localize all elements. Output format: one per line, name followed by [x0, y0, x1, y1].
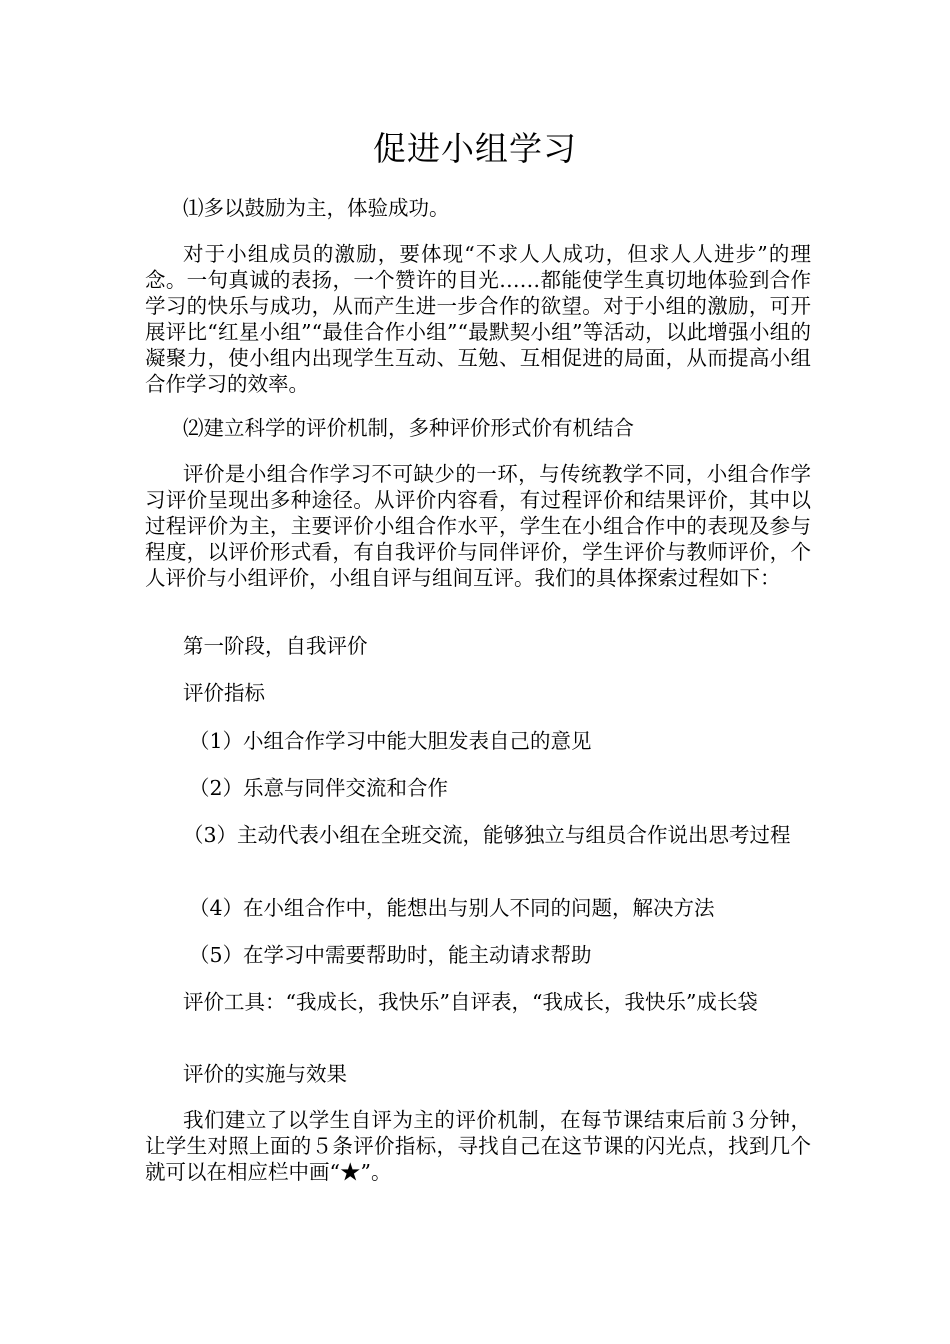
page-title: 促进小组学习 — [373, 129, 577, 168]
paragraph-indicators-heading: 评价指标 — [183, 681, 265, 705]
list-item-indicator-2: （2）乐意与同伴交流和合作 — [189, 776, 449, 800]
paragraph-evaluation: 评价是小组合作学习不可缺少的一环，与传统教学不同，小组合作学习评价呈现出多种途径。从评价内容看，有过程评价和结果评价，其中以过程评价为主，主要评价小组合作水平，学生在小组合作中的表现及参与程度，以评价形式看，有自我评价与同伴评价，学生评价与教师评价，个人评价与小组评价，小组自评与组间互评。我们的具体探索过程如下： — [145, 462, 811, 590]
paragraph-implementation: 我们建立了以学生自评为主的评价机制，在每节课结束后前３分钟，让学生对照上面的５条评价指标，寻找自己在这节课的闪光点，找到几个就可以在相应栏中画“★”。 — [145, 1108, 811, 1184]
paragraph-evaluation-tools: 评价工具：“我成长，我快乐”自评表，“我成长，我快乐”成长袋 — [183, 990, 758, 1014]
list-item-indicator-4: （4）在小组合作中，能想出与别人不同的问题，解决方法 — [189, 896, 715, 920]
list-item-indicator-5: （5）在学习中需要帮助时，能主动请求帮助 — [189, 943, 592, 967]
paragraph-encouragement: 对于小组成员的激励，要体现“不求人人成功，但求人人进步”的理念。一句真诚的表扬，一个赞许的目光……都能使学生真切地体验到合作学习的快乐与成功，从而产生进一步合作的欲望。对于小组的激励，可开展评比“红星小组”“最佳合作小组”“最默契小组”等活动，以此增强小组的凝聚力，使小组内出现学生互动、互勉、互相促进的局面，从而提高小组合作学习的效率。 — [145, 242, 811, 396]
paragraph-point-1: ⑴多以鼓励为主，体验成功。 — [183, 196, 450, 220]
paragraph-implementation-heading: 评价的实施与效果 — [183, 1062, 347, 1086]
list-item-indicator-3: （3）主动代表小组在全班交流，能够独立与组员合作说出思考过程 — [183, 823, 791, 847]
list-item-indicator-1: （1）小组合作学习中能大胆发表自己的意见 — [189, 729, 592, 753]
paragraph-stage-1: 第一阶段，自我评价 — [183, 634, 368, 658]
paragraph-point-2: ⑵建立科学的评价机制，多种评价形式价有机结合 — [183, 416, 634, 440]
